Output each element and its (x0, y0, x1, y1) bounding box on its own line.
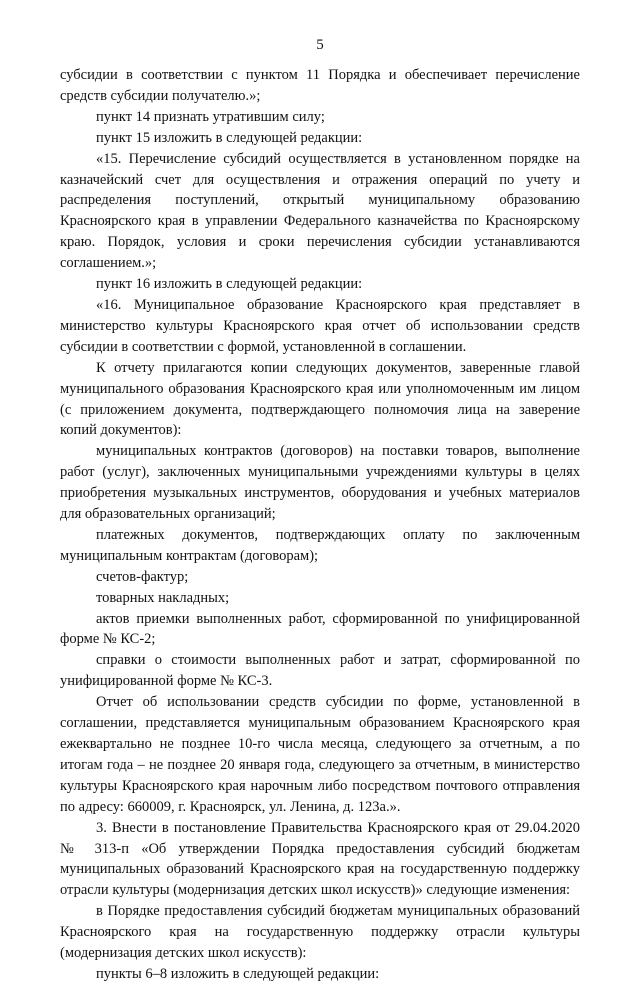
paragraph: пункт 15 изложить в следующей редакции: (96, 129, 363, 146)
paragraph: счетов-фактур; (96, 568, 189, 585)
paragraph: справки о стоимости выполненных работ и затрат, сформированной по унифицированной форме № КС-3. (60, 652, 580, 690)
paragraph: пункты 6–8 изложить в следующей редакции: (96, 965, 380, 982)
paragraph: платежных документов, подтверждающих оплату по заключенным муниципальным контрактам (договорам); (60, 526, 580, 564)
paragraph: в Порядке предоставления субсидий бюджетам муниципальных образований Красноярского края на государственную поддержку отрасли культуры (модернизация детских школ искусств): (60, 903, 580, 962)
paragraph: товарных накладных; (96, 589, 230, 606)
paragraph: актов приемки выполненных работ, сформированной по унифицированной форме № КС-2; (60, 610, 580, 648)
paragraph: субсидии в соответствии с пунктом 11 Порядка и обеспечивает перечисление средств субсидии получателю.»; (60, 67, 580, 104)
paragraph: пункт 14 признать утратившим силу; (96, 108, 325, 125)
paragraph: «15. Перечисление субсидий осуществляется в установленном порядке на казначейский счет для осуществления и отражения операций по учету и распределения поступлений, открытый муниципальному образованию Красноярского края в управлении Федерального казначейства по Красноярскому краю. Порядок, условия и сроки перечисления субсидии устанавливаются соглашением.»; (60, 150, 580, 272)
paragraph: К отчету прилагаются копии следующих документов, заверенные главой муниципального образования Красноярского края или уполномоченным им лицом (с приложением документа, подтверждающего полномочия лица на заверение копий документов): (60, 359, 580, 439)
paragraph: Отчет об использовании средств субсидии по форме, установленной в соглашении, представляется муниципальным образованием Красноярского края ежеквартально не позднее 10-го числа месяца, следующего за отчетным, а по итогам года – не позднее 20 января года, следующего за отчетным, в министерство культуры Красноярского края нарочным либо посредством почтового отправления по адресу: 660009, г. Красноярск, ул. Ленина, д. 123а.». (60, 694, 580, 815)
paragraph: пункт 16 изложить в следующей редакции: (96, 276, 363, 293)
document-body (60, 65, 580, 985)
paragraph: муниципальных контрактов (договоров) на поставки товаров, выполнение работ (услуг), заключенных муниципальными учреждениями культуры в целях приобретения музыкальных инструментов, оборудования и учебных материалов для образовательных организаций; (60, 443, 580, 523)
paragraph: 3. Внести в постановление Правительства Красноярского края от 29.04.2020 № 313-п «Об утверждении Порядка предоставления субсидий бюджетам муниципальных образований Красноярского края на государственную поддержку отрасли культуры (модернизация детских школ искусств)» следующие изменения: (60, 819, 580, 899)
page-number: 5 (316, 37, 324, 53)
paragraph: «16. Муниципальное образование Красноярского края представляет в министерство культуры Красноярского края отчет об использовании средств субсидии в соответствии с формой, установленной в соглашении. (60, 296, 580, 355)
